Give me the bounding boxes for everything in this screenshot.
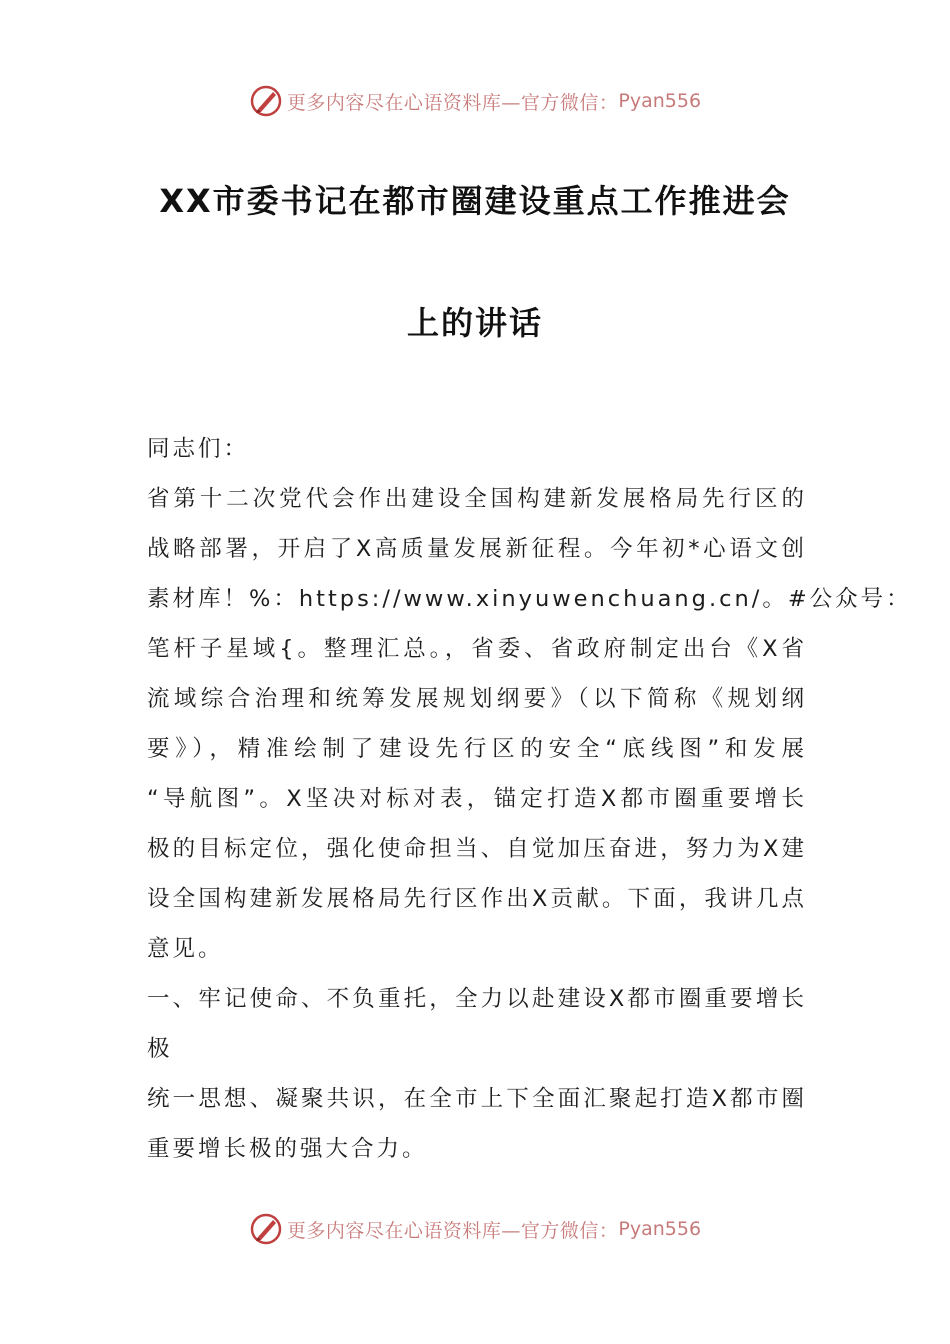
section-heading: 一、牢记使命、不负重托，全力以赴建设X都市圈重要增长 — [147, 986, 807, 1012]
body-line: 极的目标定位，强化使命担当、自觉加压奋进，努力为X建 — [147, 836, 807, 862]
body-line: 素材库！%：https://www.xinyuwenchuang.cn/。#公众号： — [147, 586, 912, 612]
pen-logo-icon — [249, 1212, 283, 1246]
pen-logo-icon — [249, 84, 283, 118]
body-line: 意见。 — [147, 936, 224, 962]
watermark-header — [0, 84, 950, 118]
watermark-handle: Pyan556 — [618, 90, 702, 112]
body-line: 要》），精准绘制了建设先行区的安全“底线图”和发展 — [147, 736, 807, 762]
body-line: 设全国构建新发展格局先行区作出X贡献。下面，我讲几点 — [147, 886, 807, 912]
section-heading-cont: 极 — [147, 1036, 173, 1062]
body-line: 统一思想、凝聚共识，在全市上下全面汇聚起打造X都市圈 — [147, 1086, 807, 1112]
document-title-line2: 上的讲话 — [406, 304, 543, 342]
body-line: 重要增长极的强大合力。 — [147, 1136, 428, 1162]
watermark-text: 更多内容尽在心语资料库—官方微信： — [286, 91, 619, 114]
body-line: 战略部署，开启了X高质量发展新征程。今年初*心语文创 — [147, 536, 807, 562]
body-line: 笔杆子星域{。整理汇总。，省委、省政府制定出台《X省 — [147, 636, 807, 662]
body-line: 省第十二次党代会作出建设全国构建新发展格局先行区的 — [147, 486, 807, 512]
body-line: “导航图”。X坚决对标对表，锚定打造X都市圈重要增长 — [147, 786, 807, 812]
body-line: 同志们： — [147, 436, 250, 462]
document-title-line1: XX市委书记在都市圈建设重点工作推进会 — [159, 182, 791, 220]
document-body — [147, 424, 912, 1174]
body-line: 流域综合治理和统筹发展规划纲要》（以下简称《规划纲 — [147, 686, 807, 712]
watermark-handle: Pyan556 — [618, 1218, 702, 1240]
watermark-footer — [0, 1212, 950, 1246]
watermark-text: 更多内容尽在心语资料库—官方微信： — [286, 1219, 619, 1242]
